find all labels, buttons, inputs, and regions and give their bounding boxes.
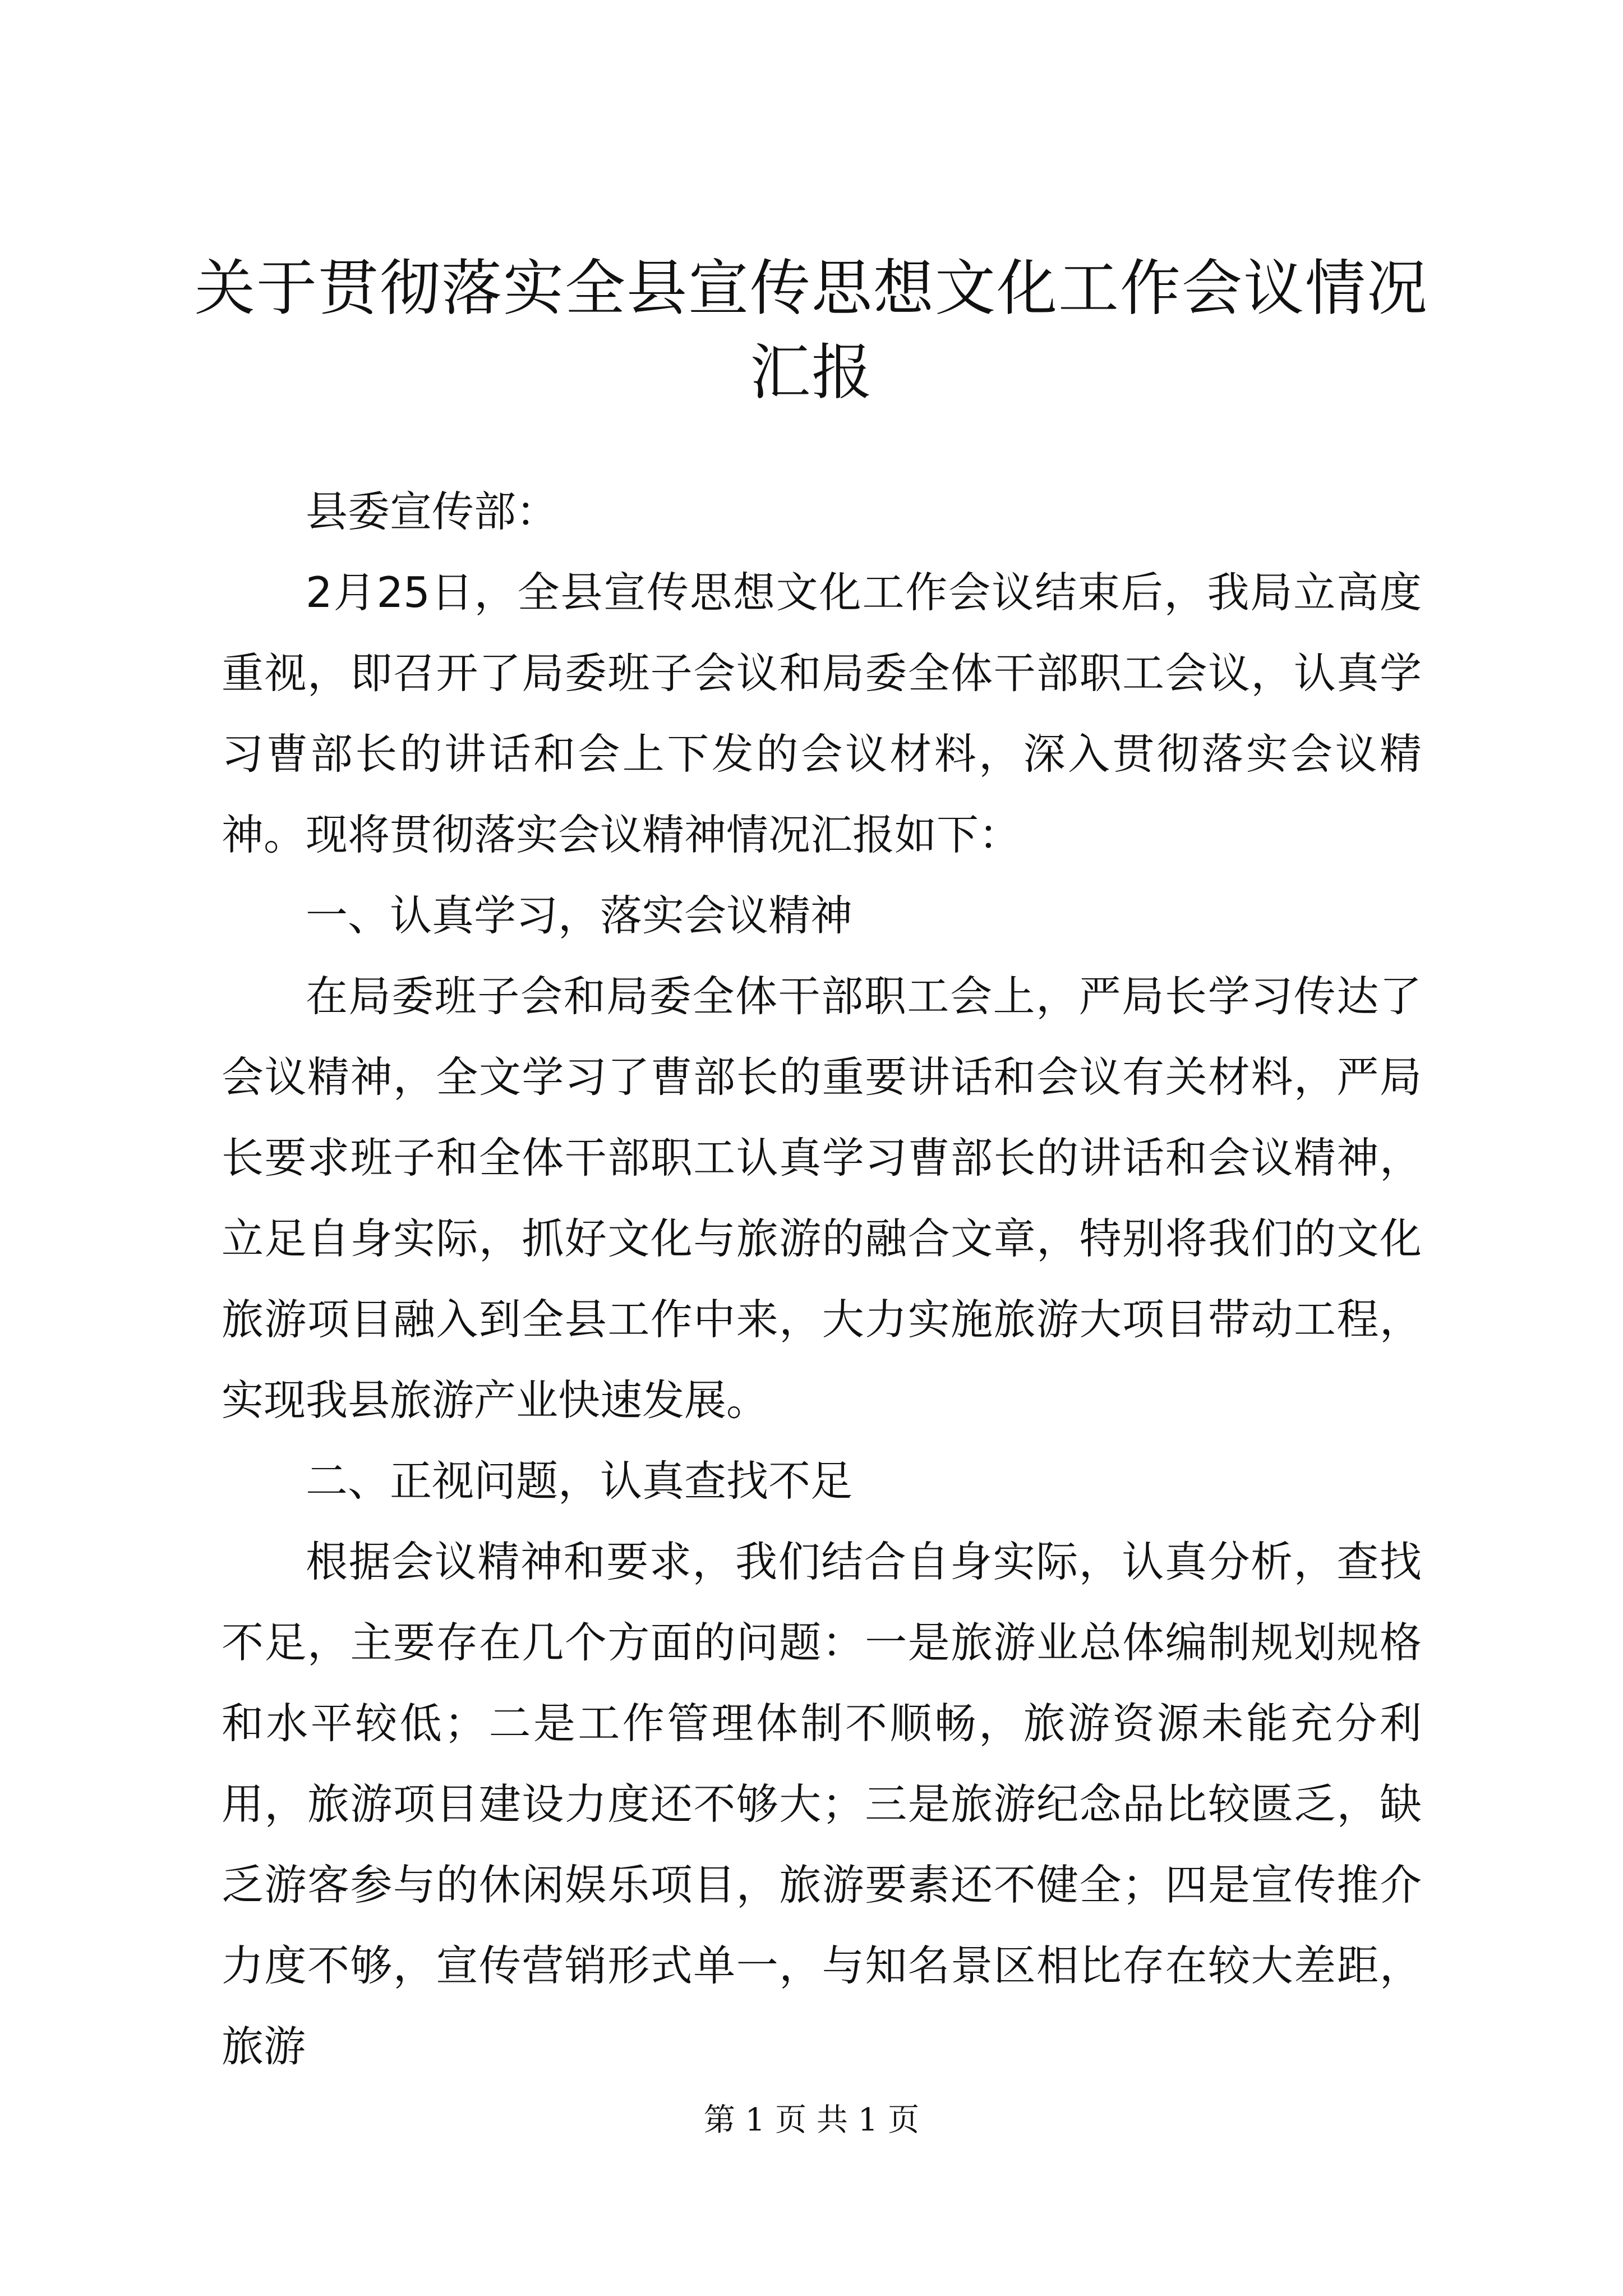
salutation: 县委宣传部： (306, 487, 559, 536)
section-heading-2: 二、正视问题，认真查找不足 (306, 1456, 853, 1506)
document-title (168, 247, 1455, 415)
title-line-1: 关于贯彻落实全县宣传思想文化工作会议情况 (194, 254, 1428, 324)
document-body (222, 471, 1422, 2087)
paragraph-intro: 2月25日，全县宣传思想文化工作会议结束后，我局立高度重视，即召开了局委班子会议和局委全体干部职工会议，认真学习曹部长的讲话和会上下发的会议材料，深入贯彻落实会议精神。现将贯彻落实会议精神情况汇报如下： (222, 568, 1422, 859)
title-line-2: 汇报 (749, 338, 873, 408)
paragraph-section-1: 在局委班子会和局委全体干部职工会上，严局长学习传达了会议精神，全文学习了曹部长的重要讲话和会议有关材料，严局长要求班子和全体干部职工认真学习曹部长的讲话和会议精神，立足自身实际，抓好文化与旅游的融合文章，特别将我们的文化旅游项目融入到全县工作中来，大力实施旅游大项目带动工程，实现我县旅游产业快速发展。 (222, 972, 1422, 1425)
page-footer (0, 2098, 1623, 2143)
paragraph-section-2: 根据会议精神和要求，我们结合自身实际，认真分析，查找不足，主要存在几个方面的问题：一是旅游业总体编制规划规格和水平较低；二是工作管理体制不顺畅，旅游资源未能充分利用，旅游项目建设力度还不够大；三是旅游纪念品比较匮乏，缺乏游客参与的休闲娱乐项目，旅游要素还不健全；四是宣传推介力度不够，宣传营销形式单一，与知名景区相比存在较大差距，旅游 (222, 1537, 1422, 2071)
page-number: 第 1 页 共 1 页 (703, 2102, 920, 2138)
section-heading-1: 一、认真学习，落实会议精神 (306, 891, 853, 940)
